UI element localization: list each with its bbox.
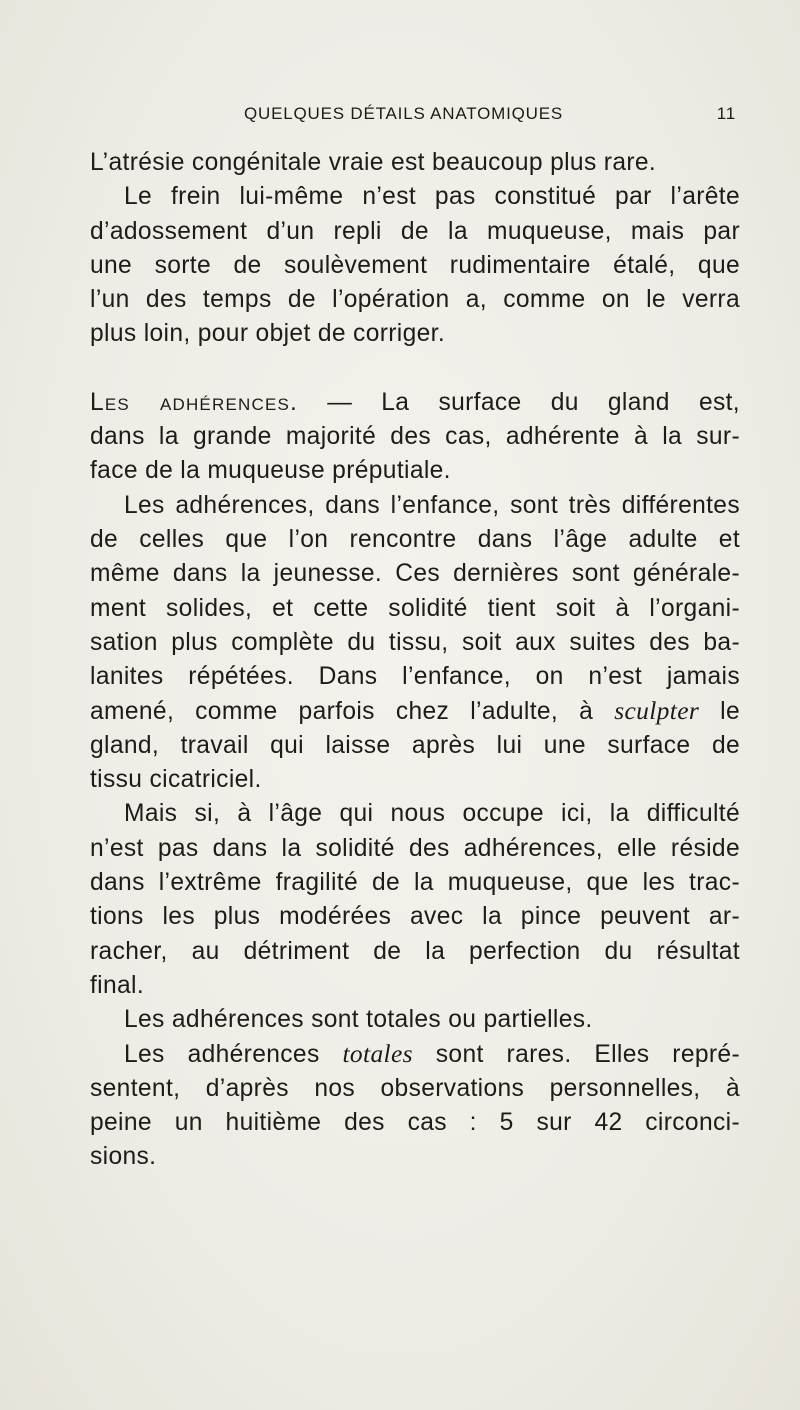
paragraph-total-partial <box>90 1003 740 1037</box>
text-line: ment solides, et cette solidité tient soit à l’organi- <box>90 594 740 622</box>
text-line: L’atrésie congénitale vraie est beaucoup plus rare. <box>90 149 657 176</box>
text-line: de celles que l’on rencontre dans l’âge adulte et <box>90 525 740 553</box>
paragraph-fragility <box>90 797 740 1003</box>
text-line: final. <box>90 971 145 999</box>
text-line: dans la grande majorité des cas, adhérente à la sur- <box>90 423 740 451</box>
text-line: face de la muqueuse préputiale. <box>90 457 451 485</box>
text-line: dans l’extrême fragilité de la muqueuse, que les trac- <box>90 868 740 896</box>
text-line: d’adossement d’un repli de la muqueuse, mais par <box>90 217 740 245</box>
paragraph-frenulum <box>90 180 740 351</box>
paragraph-congenital-atresia <box>90 146 740 180</box>
text-line: sions. <box>90 1143 157 1171</box>
italic-word: totales <box>342 1039 413 1069</box>
page-number: 11 <box>716 104 736 123</box>
body-text <box>90 146 740 1175</box>
text-line: peine un huitième des cas : 5 sur 42 circonci- <box>90 1109 740 1137</box>
running-title: QUELQUES DÉTAILS ANATOMIQUES <box>244 104 564 123</box>
text-run: Les adhérences <box>124 1041 343 1069</box>
paragraph-childhood-adhesions <box>90 489 740 798</box>
text-run: amené, comme parfois chez l’adulte, à <box>90 698 615 726</box>
text-line: tions les plus modérées avec la pince peuvent ar- <box>90 903 740 931</box>
text-line: racher, au détriment de la perfection du résultat <box>90 937 740 965</box>
text-line: Mais si, à l’âge qui nous occupe ici, la difficulté <box>124 800 740 828</box>
paragraph-adhesions-intro <box>90 386 740 489</box>
section-heading: Les adhérences. <box>90 388 299 416</box>
italic-word: sculpter <box>614 696 700 726</box>
text-line: une sorte de soulèvement rudimentaire étalé, que <box>90 251 740 279</box>
text-run: le <box>699 698 741 726</box>
text-line: tissu cicatriciel. <box>90 766 262 794</box>
text-line: lanites répétées. Dans l’enfance, on n’est jamais <box>90 663 740 691</box>
text-line: sation plus complète du tissu, soit aux suites des ba- <box>90 628 740 656</box>
text-line: n’est pas dans la solidité des adhérences, elle réside <box>90 834 740 862</box>
text-line: plus loin, pour objet de corriger. <box>90 320 446 348</box>
text-run: sont rares. Elles repré- <box>412 1041 740 1069</box>
text-run: — La surface du gland est, <box>298 388 740 416</box>
text-line <box>90 386 740 420</box>
text-line: gland, travail qui laisse après lui une surface de <box>90 731 740 759</box>
text-line: Les adhérences sont totales ou partielles. <box>124 1006 593 1034</box>
text-line: même dans la jeunesse. Ces dernières sont générale- <box>90 560 740 588</box>
text-line: Le frein lui-même n’est pas constitué par l’arête <box>124 183 740 211</box>
text-line <box>90 1037 740 1071</box>
section-gap <box>90 352 740 386</box>
text-line: l’un des temps de l’opération a, comme on le verra <box>90 286 740 314</box>
running-head <box>90 104 740 130</box>
text-line <box>90 694 740 728</box>
text-line: sentent, d’après nos observations personnelles, à <box>90 1074 740 1102</box>
text-line: Les adhérences, dans l’enfance, sont très différentes <box>124 491 740 519</box>
paragraph-total-adhesions <box>90 1037 740 1174</box>
